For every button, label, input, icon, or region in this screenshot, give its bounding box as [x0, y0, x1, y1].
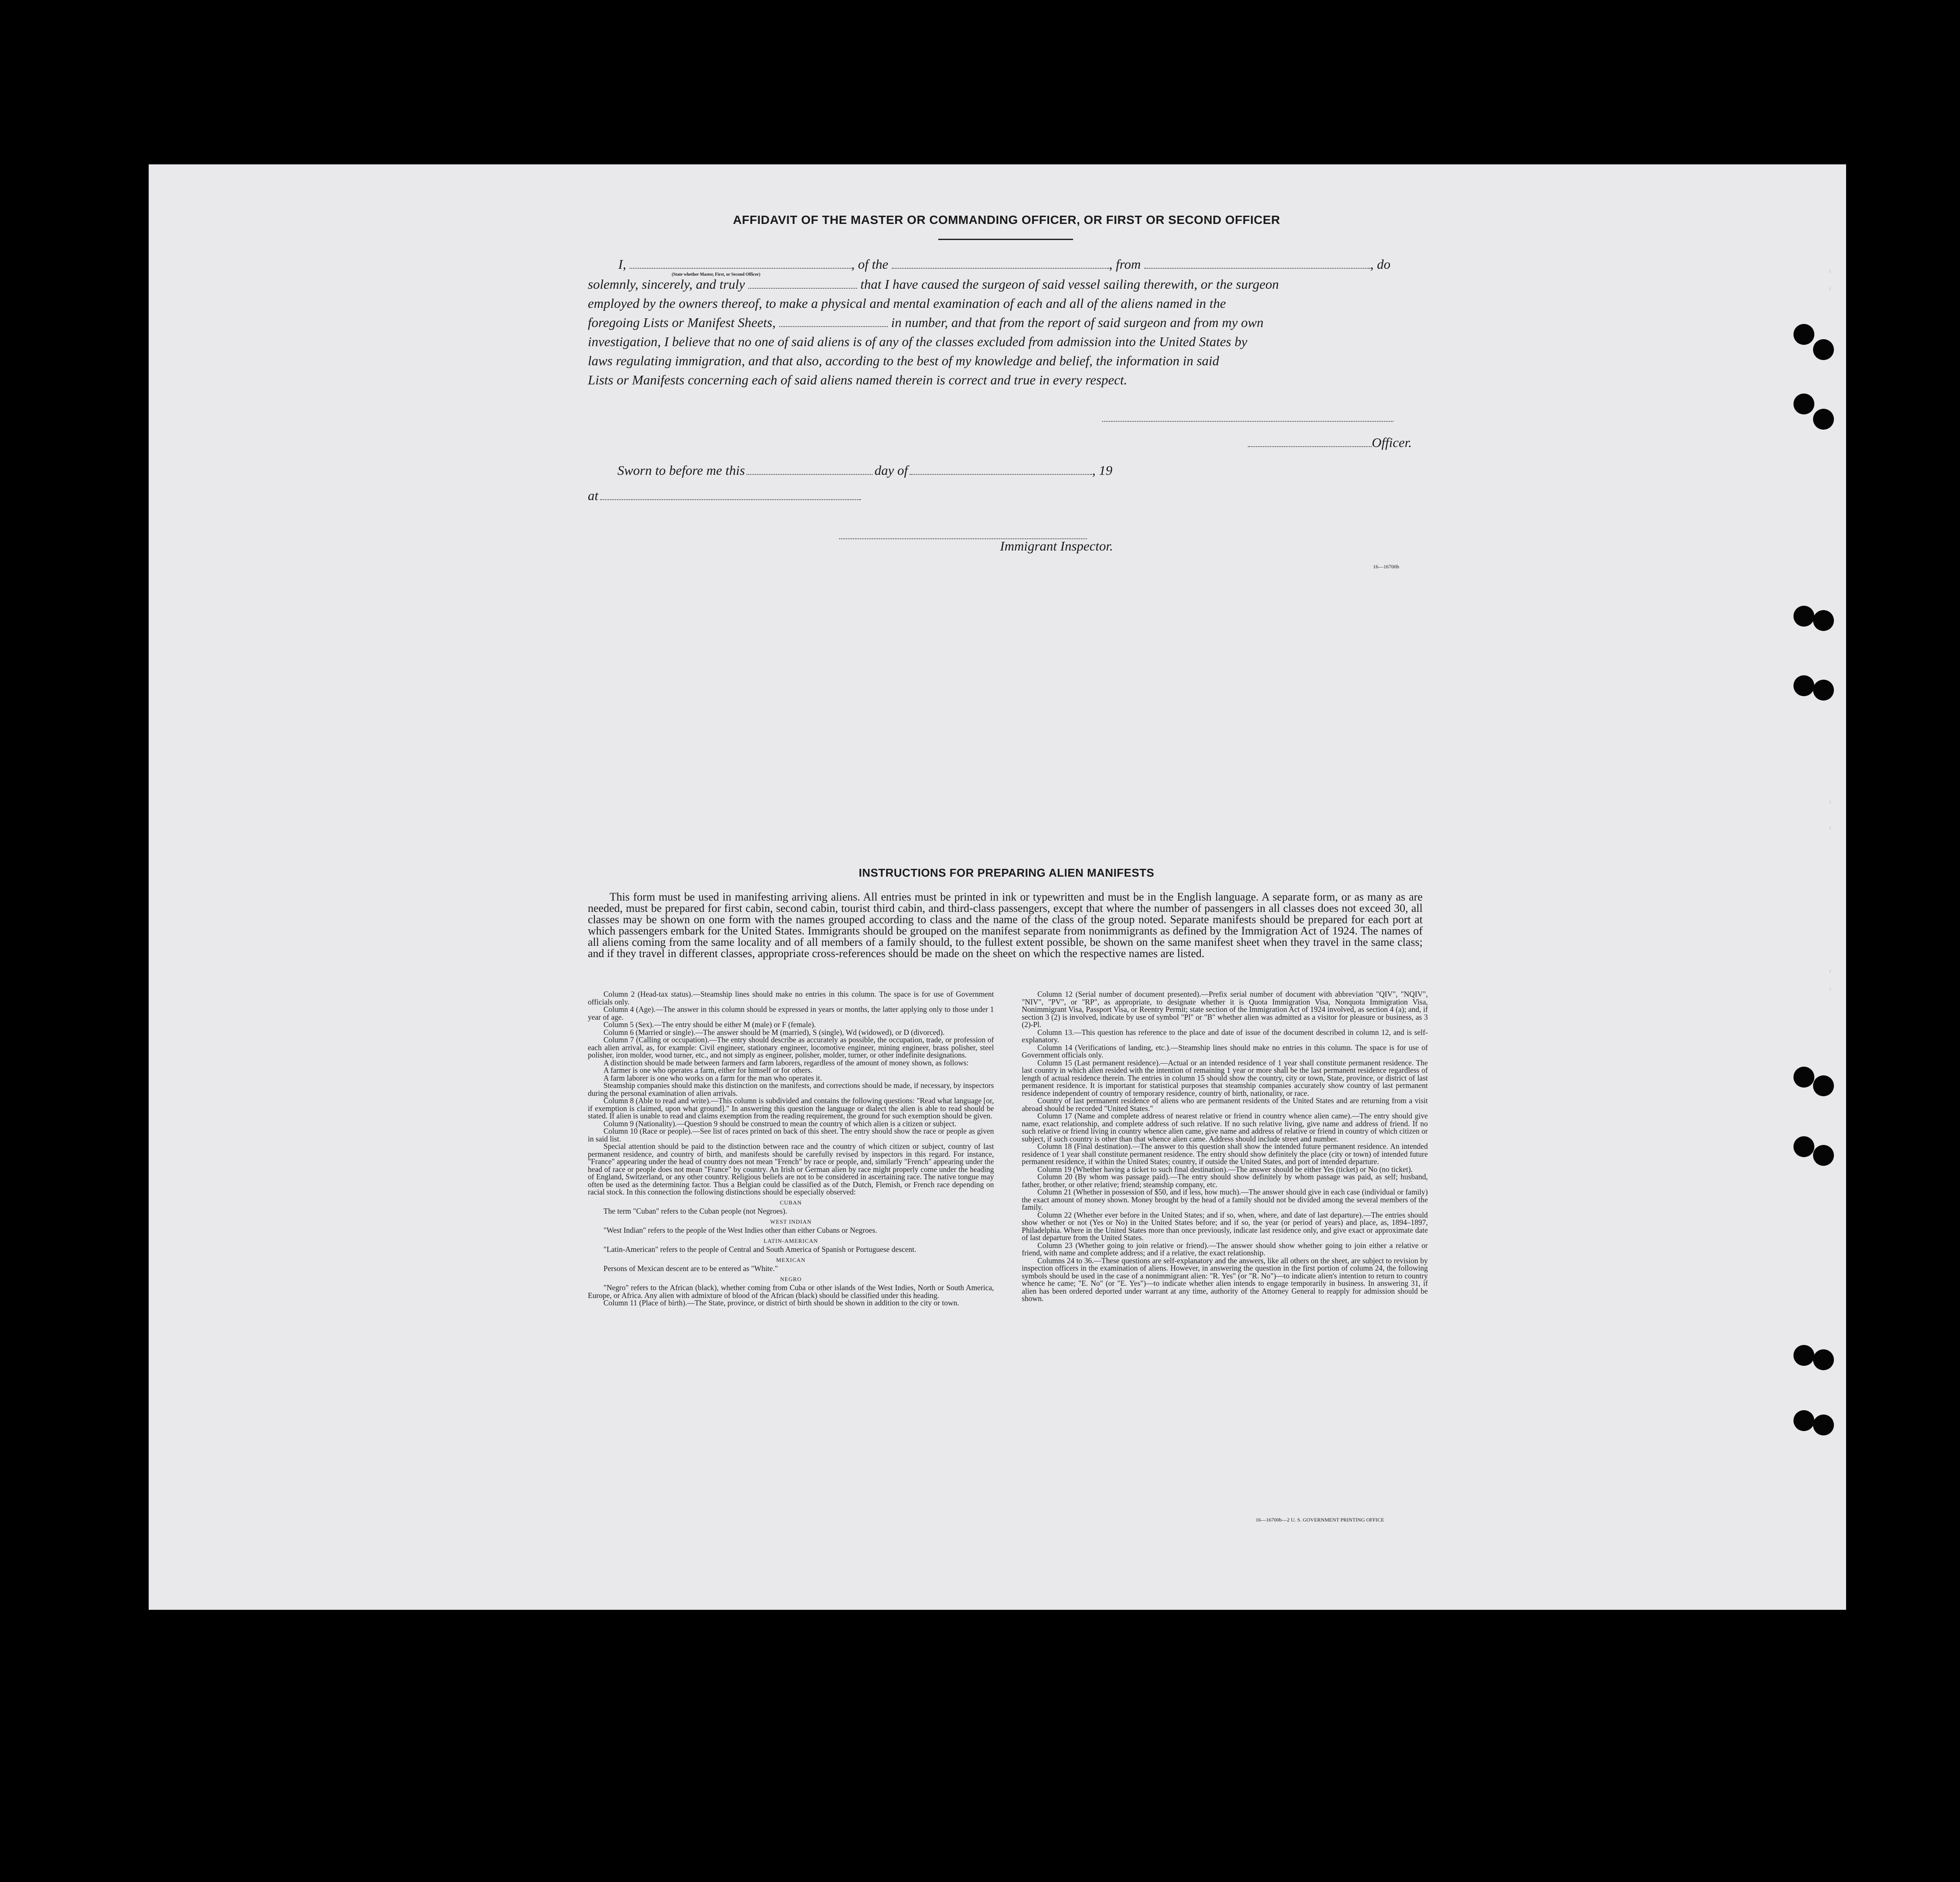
col-paragraph: Columns 24 to 36.—These questions are self-explanatory and the answers, like all others on the sheet, are subject to revision by inspection officers in the examination of aliens. However, in answering the question in the first portion of column 24, the following symbols should be used in the case of a nonimmigrant alien: "R. Yes" (or "R. No")—to indicate alien's intention to return to country whence he came; "E. No" (or "E. Yes")—to indicate whether alien intends to engage temporarily in business. In answering 31, if alien has been ordered deported under warrant at any time, authority of the Attorney General to reapply for admission should be shown.	[1022, 1256, 1428, 1303]
at-label: at	[588, 488, 599, 503]
film-speck	[1830, 270, 1831, 273]
departure-port-blank	[1144, 258, 1370, 269]
from-text: , from	[1109, 257, 1141, 272]
in-number-text: in number, and that from the report of said surgeon and from my own	[891, 315, 1264, 330]
officer-rank-blank	[630, 258, 851, 269]
instructions-title: INSTRUCTIONS FOR PREPARING ALIEN MANIFESTS	[859, 866, 1154, 879]
affidavit-line-6: laws regulating immigration, and that also, according to the best of my knowledge and belief, the information in said	[588, 353, 1220, 368]
foregoing-lists-text: foregoing Lists or Manifest Sheets,	[588, 315, 776, 330]
col-paragraph: Column 19 (Whether having a ticket to such final destination).—The answer should be either Yes (ticket) or No (no ticket).	[1037, 1165, 1413, 1174]
affidavit-line-7: Lists or Manifests concerning each of said aliens named therein is correct and true in every respect.	[588, 372, 1127, 387]
affidavit-line-5: investigation, I believe that no one of said aliens is of any of the classes excluded from admission into the United States by	[588, 334, 1247, 349]
day-of-text: day of	[874, 463, 908, 478]
binder-hole	[1793, 1067, 1814, 1088]
officer-label: Officer.	[1372, 435, 1412, 450]
col-paragraph: A farm laborer is one who works on a farm for the man who operates it.	[603, 1073, 822, 1082]
col-paragraph: Column 21 (Whether in possession of $50, and if less, how much).—The answer should give in each case (individual or family) the exact amount of money shown. Money brought by the head of a family should not be divided among the several members of the family.	[1022, 1188, 1428, 1211]
binder-hole	[1793, 606, 1814, 627]
officer-label-row	[1248, 435, 1412, 450]
binder-hole	[1813, 680, 1834, 701]
instructions-left-column	[588, 991, 994, 1307]
intro-paragraph: This form must be used in manifesting arriving aliens. All entries must be printed in ink or typewritten and must be in the English language. A separate form, or as many as are needed, must be prepared for first cabin, second cabin, tourist third cabin, and third-class passengers, except that where the number of passengers in all classes does not exceed 30, all classes may be shown on one form with the names grouped according to class and the name of the class of the group noted. Separate manifests should be prepared for each port at which passengers embark for the United States. Immigrants should be grouped on the manifest separate from nonimmigrants as defined by the Immigration Act of 1924. The names of all aliens coming from the same locality and of all members of a family should, to the fullest extent possible, be shown on the same manifest sheet when they travel in the same class; and if they travel in different classes, appropriate cross-references should be made on the sheet on which the respective names are listed.	[588, 891, 1423, 960]
binder-hole	[1793, 1410, 1814, 1431]
binder-hole	[1793, 675, 1814, 696]
sworn-place-blank	[600, 490, 861, 500]
oath-blank	[748, 278, 857, 289]
col-paragraph: Column 15 (Last permanent residence).—Actual or an intended residence of 1 year shall constitute permanent residence. The last country in which alien resided with the intention of remaining 1 year or more shall be the last permanent residence regardless of length of actual residence therein. The entries in column 15 should show the country, city or town, State, province, or district of last permanent residence. It is important for statistical purposes that steamship companies accurately show country of last permanent residence independent of country of temporary residence, country of birth, nationality, or race.	[1022, 1058, 1428, 1098]
binder-hole	[1813, 610, 1834, 631]
vessel-name-blank	[892, 258, 1109, 269]
solemnly-text: solemnly, sincerely, and truly	[588, 277, 745, 292]
col-paragraph: Country of last permanent residence of aliens who are permanent residents of the United States and are returning from a visit abroad should be recorded "United States."	[1022, 1096, 1428, 1113]
binder-hole	[1813, 339, 1834, 360]
affidavit-title: AFFIDAVIT OF THE MASTER OR COMMANDING OFFICER, OR FIRST OR SECOND OFFICER	[733, 213, 1280, 227]
heading-negro: NEGRO	[780, 1275, 802, 1282]
col-paragraph: Column 18 (Final destination).—The answer to this question shall show the intended future permanent residence. An intended residence of 1 year shall constitute permanent residence. The entry should show definitely the place (city or town) of intended future permanent residence, if within the United States; country, if outside the United States, and port of intended departure.	[1022, 1142, 1428, 1166]
affidavit-line-3: employed by the owners thereof, to make a physical and mental examination of each and all of the aliens named in the	[588, 296, 1226, 311]
printing-office-code: 16—16700b—2 U. S. GOVERNMENT PRINTING OFFICE	[1256, 1517, 1384, 1523]
cuban-definition: The term "Cuban" refers to the Cuban people (not Negroes).	[603, 1207, 787, 1215]
affidavit-line-4	[588, 314, 1423, 331]
negro-definition: "Negro" refers to the African (black), whether coming from Cuba or other islands of the West Indies, North or South America, Europe, or Africa. Any alien with admixture of blood of the African (black) should be classified under this heading.	[588, 1283, 994, 1300]
affidavit-line-2	[588, 276, 1423, 293]
col-paragraph: Column 4 (Age).—The answer in this column should be expressed in years or months, the latter applying only to those under 1 year of age.	[588, 1005, 994, 1021]
binder-hole	[1813, 1075, 1834, 1096]
sworn-day-blank	[747, 464, 873, 475]
binder-hole	[1813, 1415, 1834, 1435]
heading-latin-american: LATIN-AMERICAN	[763, 1237, 818, 1244]
col-paragraph: A distinction should be made between farmers and farm laborers, regardless of the amount of money shown, as follows:	[603, 1058, 969, 1067]
col-paragraph: Special attention should be paid to the distinction between race and the country of which citizen or subject, country of last permanent residence, and country of birth, and manifests should be carefully revised by inspectors in this regard. For instance, "France" appearing under the head of country does not mean "French" by race or people, and, similarly "French" appearing under the head of race or people does not mean "France" by country. An Irish or German alien by race might properly come under the heading of England, Switzerland, or any other country. Religious beliefs are not to be considered in ascertaining race. The native tongue may often be used as the determining factor. Thus a Belgian could be classified as of the Dutch, Flemish, or French race depending on racial stock. In this connection the following distinctions should be especially observed:	[588, 1142, 994, 1196]
col-paragraph: Column 7 (Calling or occupation).—The entry should describe as accurately as possible, the occupation, trade, or profession of each alien arrival, as, for example: Civil engineer, stationary engineer, locomotive engineer, mining engineer, brass polisher, steel polisher, iron molder, wood turner, etc., and not simply as engineer, polisher, molder, turner, or other indefinite designations.	[588, 1035, 994, 1059]
heading-cuban: CUBAN	[780, 1199, 802, 1206]
film-speck	[1830, 287, 1831, 290]
binder-hole	[1793, 1345, 1814, 1366]
col-paragraph: Column 2 (Head-tax status).—Steamship lines should make no entries in this column. The space is for use of Government officials only.	[588, 990, 994, 1006]
title-underline	[938, 239, 1073, 240]
col-paragraph: Column 22 (Whether ever before in the United States; and if so, when, where, and date of last departure).—The entries should show whether or not (Yes or No) in the United States before; and if so, the year (or period of years) and place, as, 1894–1897, Philadelphia. Where in the United States more than once previously, indicate last residence only, and give exact or approximate date of last departure from the United States.	[1022, 1210, 1428, 1242]
col-paragraph: Column 13.—This question has reference to the place and date of issue of the document described in column 12, and is self-explanatory.	[1022, 1028, 1428, 1044]
col-paragraph: Column 11 (Place of birth).—The State, province, or district of birth should be shown in addition to the city or town.	[603, 1298, 959, 1307]
instructions-right-column	[1022, 991, 1428, 1303]
heading-mexican: MEXICAN	[776, 1256, 806, 1263]
sworn-row	[617, 463, 1112, 478]
binder-hole	[1793, 394, 1814, 414]
latin-american-definition: "Latin-American" refers to the people of Central and South America of Spanish or Portuguese descent.	[603, 1245, 917, 1254]
film-speck	[1830, 987, 1831, 991]
of-the-text: , of the	[851, 257, 889, 272]
sworn-month-blank	[910, 464, 1092, 475]
col-paragraph: Column 20 (By whom was passage paid).—The entry should show definitely by whom passage was paid, as self; husband, father, brother, or other relative; friend; steamship company, etc.	[1022, 1172, 1428, 1189]
officer-signature-line	[1102, 421, 1393, 422]
col-paragraph: Column 6 (Married or single).—The answer should be M (married), S (single), Wd (widowed), or D (divorced).	[603, 1028, 945, 1037]
binder-hole	[1793, 1136, 1814, 1157]
col-paragraph: A farmer is one who operates a farm, either for himself or for others.	[603, 1066, 813, 1074]
year-19-text: , 19	[1092, 463, 1113, 478]
affidavit-line-1	[588, 256, 1423, 273]
inspector-label: Immigrant Inspector.	[1000, 538, 1113, 554]
surgeon-text: that I have caused the surgeon of said vessel sailing therewith, or the surgeon	[860, 277, 1279, 292]
sworn-text: Sworn to before me this	[617, 463, 745, 478]
form-code: 16—16700b	[1373, 564, 1399, 570]
col-paragraph: Column 14 (Verifications of landing, etc.).—Steamship lines should make no entries in this column. The space is for use of Government officials only.	[1022, 1043, 1428, 1059]
col-paragraph: Column 8 (Able to read and write).—This column is subdivided and contains the following questions: "Read what language [or, if exemption is claimed, upon what ground]." In answering this question the language or dialect the alien is able to read should be stated. If alien is unable to read and claims exemption from the reading requirement, the ground for such exemption should be given.	[588, 1096, 994, 1120]
binder-hole	[1813, 1145, 1834, 1166]
film-speck	[1830, 826, 1831, 830]
binder-hole	[1813, 409, 1834, 430]
binder-hole	[1793, 324, 1814, 345]
west-indian-definition: "West Indian" refers to the people of the West Indies other than either Cubans or Negroes.	[603, 1226, 877, 1235]
officer-title-blank	[1248, 437, 1372, 447]
film-speck	[1830, 800, 1831, 804]
mexican-definition: Persons of Mexican descent are to be entered as "White."	[603, 1264, 778, 1273]
col-paragraph: Column 9 (Nationality).—Question 9 should be construed to mean the country of which alien is a citizen or subject.	[603, 1119, 957, 1128]
state-whether-note: (State whether Master, First, or Second Officer)	[672, 272, 760, 277]
film-speck	[1830, 970, 1831, 973]
binder-hole	[1813, 1349, 1834, 1370]
heading-west-indian: WEST INDIAN	[770, 1218, 812, 1225]
col-paragraph: Steamship companies should make this distinction on the manifests, and corrections should be made, if necessary, by inspectors during the personal examination of alien arrivals.	[588, 1081, 994, 1098]
at-row	[588, 488, 861, 504]
col-paragraph: Column 23 (Whether going to join relative or friend).—The answer should show whether going to join either a relative or friend, with name and complete address; and if a relative, the exact relationship.	[1022, 1241, 1428, 1257]
col-paragraph: Column 17 (Name and complete address of nearest relative or friend in country whence alien came).—The entry should give name, exact relationship, and complete address of such relative. If no such relative living, give name and address of friend. If no such relative or friend living in country whence alien came, give name and address of relative or friend in country of which citizen or subject, if such country is other than that whence alien came. Address should include street and number.	[1022, 1111, 1428, 1143]
col-paragraph: Column 5 (Sex).—The entry should be either M (male) or F (female).	[603, 1020, 816, 1029]
do-text: , do	[1370, 257, 1390, 272]
col-paragraph: Column 12 (Serial number of document presented).—Prefix serial number of document with abbreviation "QIV", "NQIV", "NIV", "PV", or "RP", as appropriate, to designate whether it is Quota Immigration Visa, Nonquota Immigration Visa, Nonimmigrant Visa, Passport Visa, or Reentry Permit; state section of the Immigration Act of 1924 involved, as section 4 (a); and, if section 3 (2) is involved, indicate by use of symbol "Pl" or "B" whether alien was admitted as a visitor for pleasure or business, as 3 (2)-Pl.	[1022, 990, 1428, 1029]
col-paragraph: Column 10 (Race or people).—See list of races printed on back of this sheet. The entry should show the race or people as given in said list.	[588, 1127, 994, 1143]
affidavit-i: I,	[618, 257, 627, 272]
instructions-intro	[588, 891, 1423, 959]
number-of-sheets-blank	[779, 317, 888, 327]
